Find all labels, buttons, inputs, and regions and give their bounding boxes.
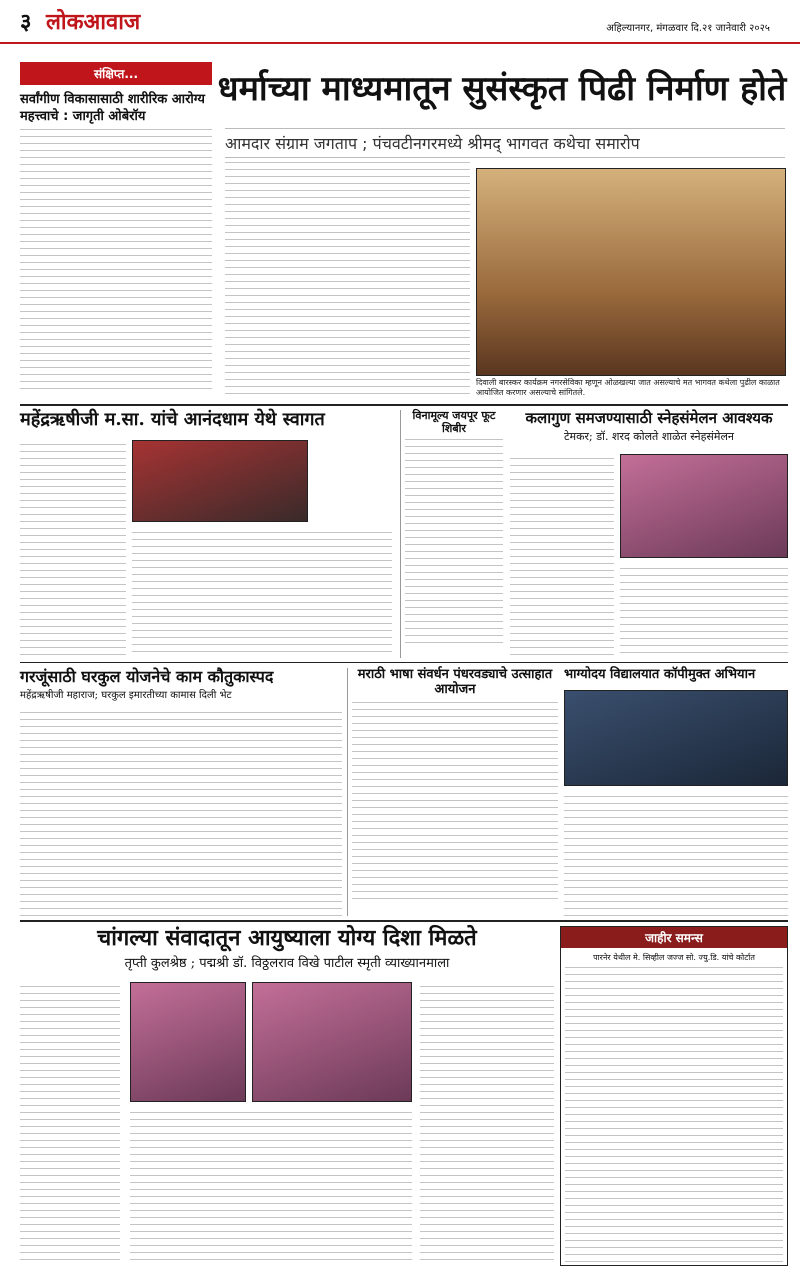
article-body: [564, 796, 788, 916]
article-headline: कलागुण समजण्यासाठी स्नेहसंमेलन आवश्यक: [525, 409, 773, 427]
article-photo: [564, 690, 788, 786]
sidebar-headline: सर्वांगीण विकासासाठी शारीरिक आरोग्य महत्त्वाचे : जागृती ओबेरॉय: [20, 92, 205, 124]
notice-title: जाहीर समन्स: [561, 927, 787, 948]
article-body: [420, 986, 554, 1266]
section-divider: [20, 662, 788, 663]
article-bhagyodaya: [564, 668, 788, 916]
article-photo: [620, 454, 788, 558]
article-mahendra: [20, 410, 395, 658]
article-kalagun: [510, 410, 788, 658]
article-headline: महेंद्रऋषीजी म.सा. यांचे आनंदधाम येथे स्वागत: [20, 409, 325, 430]
article-headline: विनामूल्य जयपूर फूट शिबीर: [412, 409, 496, 435]
article-headline: मराठी भाषा संवर्धन पंधरवड्याचे उत्साहात आयोजन: [357, 667, 553, 697]
public-notice: [560, 926, 788, 1266]
notice-body: [565, 967, 783, 1267]
article-body: [352, 702, 558, 904]
section-label: संक्षिप्त...: [20, 62, 212, 85]
article-body: [132, 532, 392, 658]
article-body: [20, 444, 126, 658]
article-body: [620, 568, 788, 658]
hero-headline: धर्माच्या माध्यमातून सुसंस्कृत पिढी निर्माण होते: [216, 60, 788, 118]
newspaper-logo: लोकआवाज: [46, 9, 141, 35]
dateline: अहिल्यानगर, मंगळवार दि.२१ जानेवारी २०२५: [606, 23, 770, 34]
article-jaipur: [405, 410, 503, 658]
article-body: [510, 458, 614, 658]
sidebar-body: [20, 129, 212, 391]
column-divider: [400, 410, 401, 658]
article-headline: भाग्योदय विद्यालयात कॉपीमुक्त अभियान: [564, 667, 756, 682]
article-subhead: तृप्ती कुलश्रेष्ठ ; पद्मश्री डॉ. विठ्ठलराव विखे पाटील स्मृती व्याख्यानमाला: [124, 956, 450, 972]
notice-court: पारनेर येथील मे. सिव्हील जज्ज सो. ज्यु.डि. यांचे कोर्टात: [593, 953, 755, 962]
page-number: ३: [20, 10, 32, 35]
section-divider: [20, 920, 788, 922]
column-divider: [347, 668, 348, 916]
hero-subhead: आमदार संग्राम जगताप ; पंचवटीनगरमध्ये श्रीमद् भागवत कथेचा समारोप: [225, 128, 785, 158]
article-body: [405, 439, 503, 649]
section-divider: [20, 404, 788, 406]
article-photo: [252, 982, 412, 1102]
article-marathi: [352, 668, 558, 916]
article-photo: [130, 982, 246, 1102]
hero-caption: दिवाली बारस्कर कार्यक्रम नगरसेविका म्हणून ओळखल्या जात असल्याचे मत भागवत कथेला पुढील काळात आयोजित करणार असल्याचे सांगितले.: [476, 378, 780, 397]
article-body: [20, 986, 120, 1266]
article-subhead: टेमकर; डॉ. शरद कोलते शाळेत स्नेहसंमेलन: [563, 430, 735, 444]
sidebar-brief: [20, 62, 212, 398]
article-photo: [132, 440, 308, 522]
article-subhead: महेंद्रऋषीजी महाराज; घरकुल इमारतीच्या कामास दिली भेट: [20, 690, 232, 702]
masthead: [0, 0, 800, 44]
article-headline: गरजूंसाठी घरकुल योजनेचे काम कौतुकास्पद: [20, 667, 274, 686]
article-samvad: [20, 926, 554, 1266]
article-gharkul: [20, 668, 342, 916]
hero-photo: [476, 168, 786, 376]
article-headline: चांगल्या संवादातून आयुष्याला योग्य दिशा मिळते: [97, 925, 477, 951]
article-body: [130, 1112, 412, 1266]
article-body: [20, 712, 342, 916]
hero-body: [225, 162, 470, 398]
